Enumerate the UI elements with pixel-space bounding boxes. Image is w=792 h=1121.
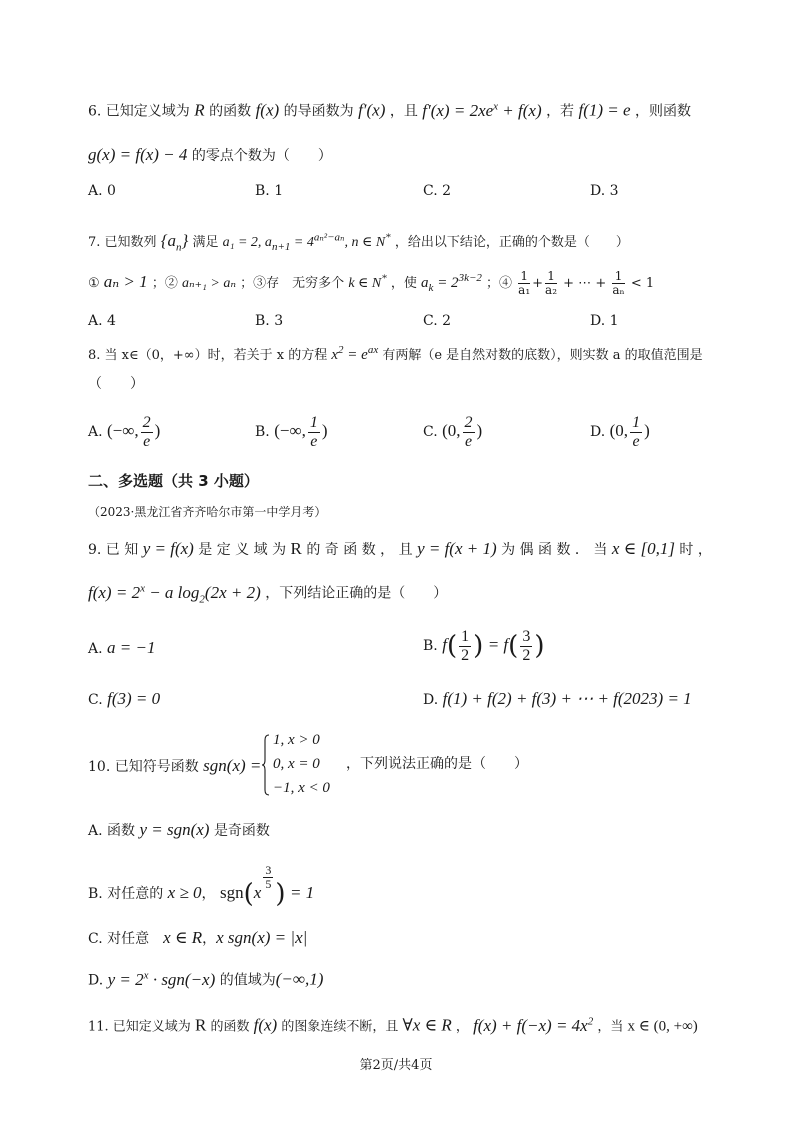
- q8-option-c: C. (0, $\frac{2}{e}$ ): [423, 414, 483, 450]
- q8-option-a: A. (−∞, $\frac{2}{e}$ ): [88, 414, 161, 450]
- q6-derivative-eq: $f'(x) = 2xe^x + f(x)$: [422, 100, 542, 120]
- q9-definition: $f(x) = 2^x - a$ $\log_2(2x + 2)$: [88, 582, 261, 606]
- q7-frac-2: $\frac{1}{\text{a₂}}$: [545, 269, 558, 298]
- q7-option-a: A. 4: [88, 313, 116, 329]
- q9-option-b: B. f( $\frac{1}{2}$ ) = f( $\frac{3}{2}$ ): [423, 628, 545, 664]
- cases-brace: [262, 734, 270, 796]
- q10-option-b: B. 对任意的 x ≥ 0， sgn(x $^{\frac{3}{5}}$ ) = 1: [88, 863, 315, 910]
- q9-option-a: A. a = −1: [88, 638, 156, 657]
- q7-line1: 7. 已知数列 $\{a_n\}$ 满足 a₁ = 2, $a_{n+1} = 4^{a_n^2-a_n}$, n ∈ N* ，给出以下结论，正确的个数是（ ）: [88, 231, 629, 254]
- q7-recurrence: a₁ = 2, $a_{n+1} = 4^{a_n^2-a_n}$, n ∈ N*: [222, 231, 391, 253]
- q9-line2: $f(x) = 2^x - a$ $\log_2(2x + 2)$ ，下列结论正确的是（ ）: [88, 582, 448, 606]
- q8-option-d: D. (0, $\frac{1}{e}$ ): [590, 414, 650, 450]
- q9-line1: 9. 已 知 y = f(x) 是 定 义 域 为 R 的 奇 函 数 ， 且 y = f(x + 1) 为 偶 函 数 ． 当 x ∈ [0,1] 时 ，: [88, 539, 712, 558]
- q8-line1: 8. 当 x∈（0，+∞）时，若关于 x 的方程 $x^2 = e^{ax}$ 有两解（e 是自然对数的底数），则实数 a 的取值范围是: [88, 344, 703, 363]
- q9-option-c: C. f(3) = 0: [88, 689, 161, 708]
- q10-line1-end: ，下列说法正确的是（ ）: [346, 756, 528, 772]
- q10-option-a: A. 函数 y = sgn(x) 是奇函数: [88, 820, 270, 839]
- section-source: （2023·黑龙江省齐齐哈尔市第一中学月考）: [88, 505, 327, 519]
- section-title: 二、多选题（共 3 小题）: [88, 472, 259, 490]
- q7-option-c: C. 2: [423, 313, 452, 329]
- q11-line1: 11. 已知定义域为 R 的函数 f(x) 的图象连续不断，且 ∀x ∈ R ， $f(x) + f(-x) = 4x^2$ ，当 x ∈ (0, +∞): [88, 1015, 698, 1035]
- q10-option-c: C. 对任意 x ∈ R，x sgn(x) = |x|: [88, 928, 308, 947]
- q6-option-c: C. 2: [423, 183, 452, 199]
- case-negative: −1, x < 0: [273, 780, 330, 796]
- page-footer: 第2页/共4页: [359, 1058, 433, 1073]
- q6-option-a: A. 0: [88, 183, 116, 199]
- q8-line2: （ ）: [88, 376, 144, 392]
- q7-option-b: B. 3: [255, 313, 284, 329]
- case-positive: 1, x > 0: [273, 732, 320, 748]
- q6-option-b: B. 1: [255, 183, 284, 199]
- q10-option-d: D. $y = 2^x \cdot sgn(-x)$ 的值域为(−∞,1): [88, 969, 324, 989]
- q6-line2: g(x) = f(x) − 4 的零点个数为（ ）: [88, 145, 332, 164]
- q8-option-b: B. (−∞, $\frac{1}{e}$ ): [255, 414, 328, 450]
- q7-conclusions: ① aₙ > 1 ；② aₙ₊₁ > aₙ ；③存 无穷多个 k ∈ N* ，使 $a_k = 2^{3k-2}$ ；④ $\frac{1}{\text{a₁}}$ + $\frac{1}{\text{a₂}}$ + ⋯ + $\frac{1}{\text{aₙ}}$ < 1: [88, 269, 655, 298]
- q7-frac-n: $\frac{1}{\text{aₙ}}$: [612, 269, 625, 298]
- q9-option-d: D. f(1) + f(2) + f(3) + ⋯ + f(2023) = 1: [423, 689, 692, 708]
- q7-frac-1: $\frac{1}{\text{a₁}}$: [518, 269, 531, 298]
- case-zero: 0, x = 0: [273, 756, 320, 772]
- q7-option-d: D. 1: [590, 313, 619, 329]
- q6-option-d: D. 3: [590, 183, 619, 199]
- q10-line1: 10. 已知符号函数 sgn(x) =: [88, 756, 262, 775]
- q6-line1: 6. 已知定义域为 R 的函数 f(x) 的导函数为 f′(x) ，且 $f'(x) = 2xe^x + f(x)$ ，若 f(1) = e ，则函数: [88, 100, 692, 120]
